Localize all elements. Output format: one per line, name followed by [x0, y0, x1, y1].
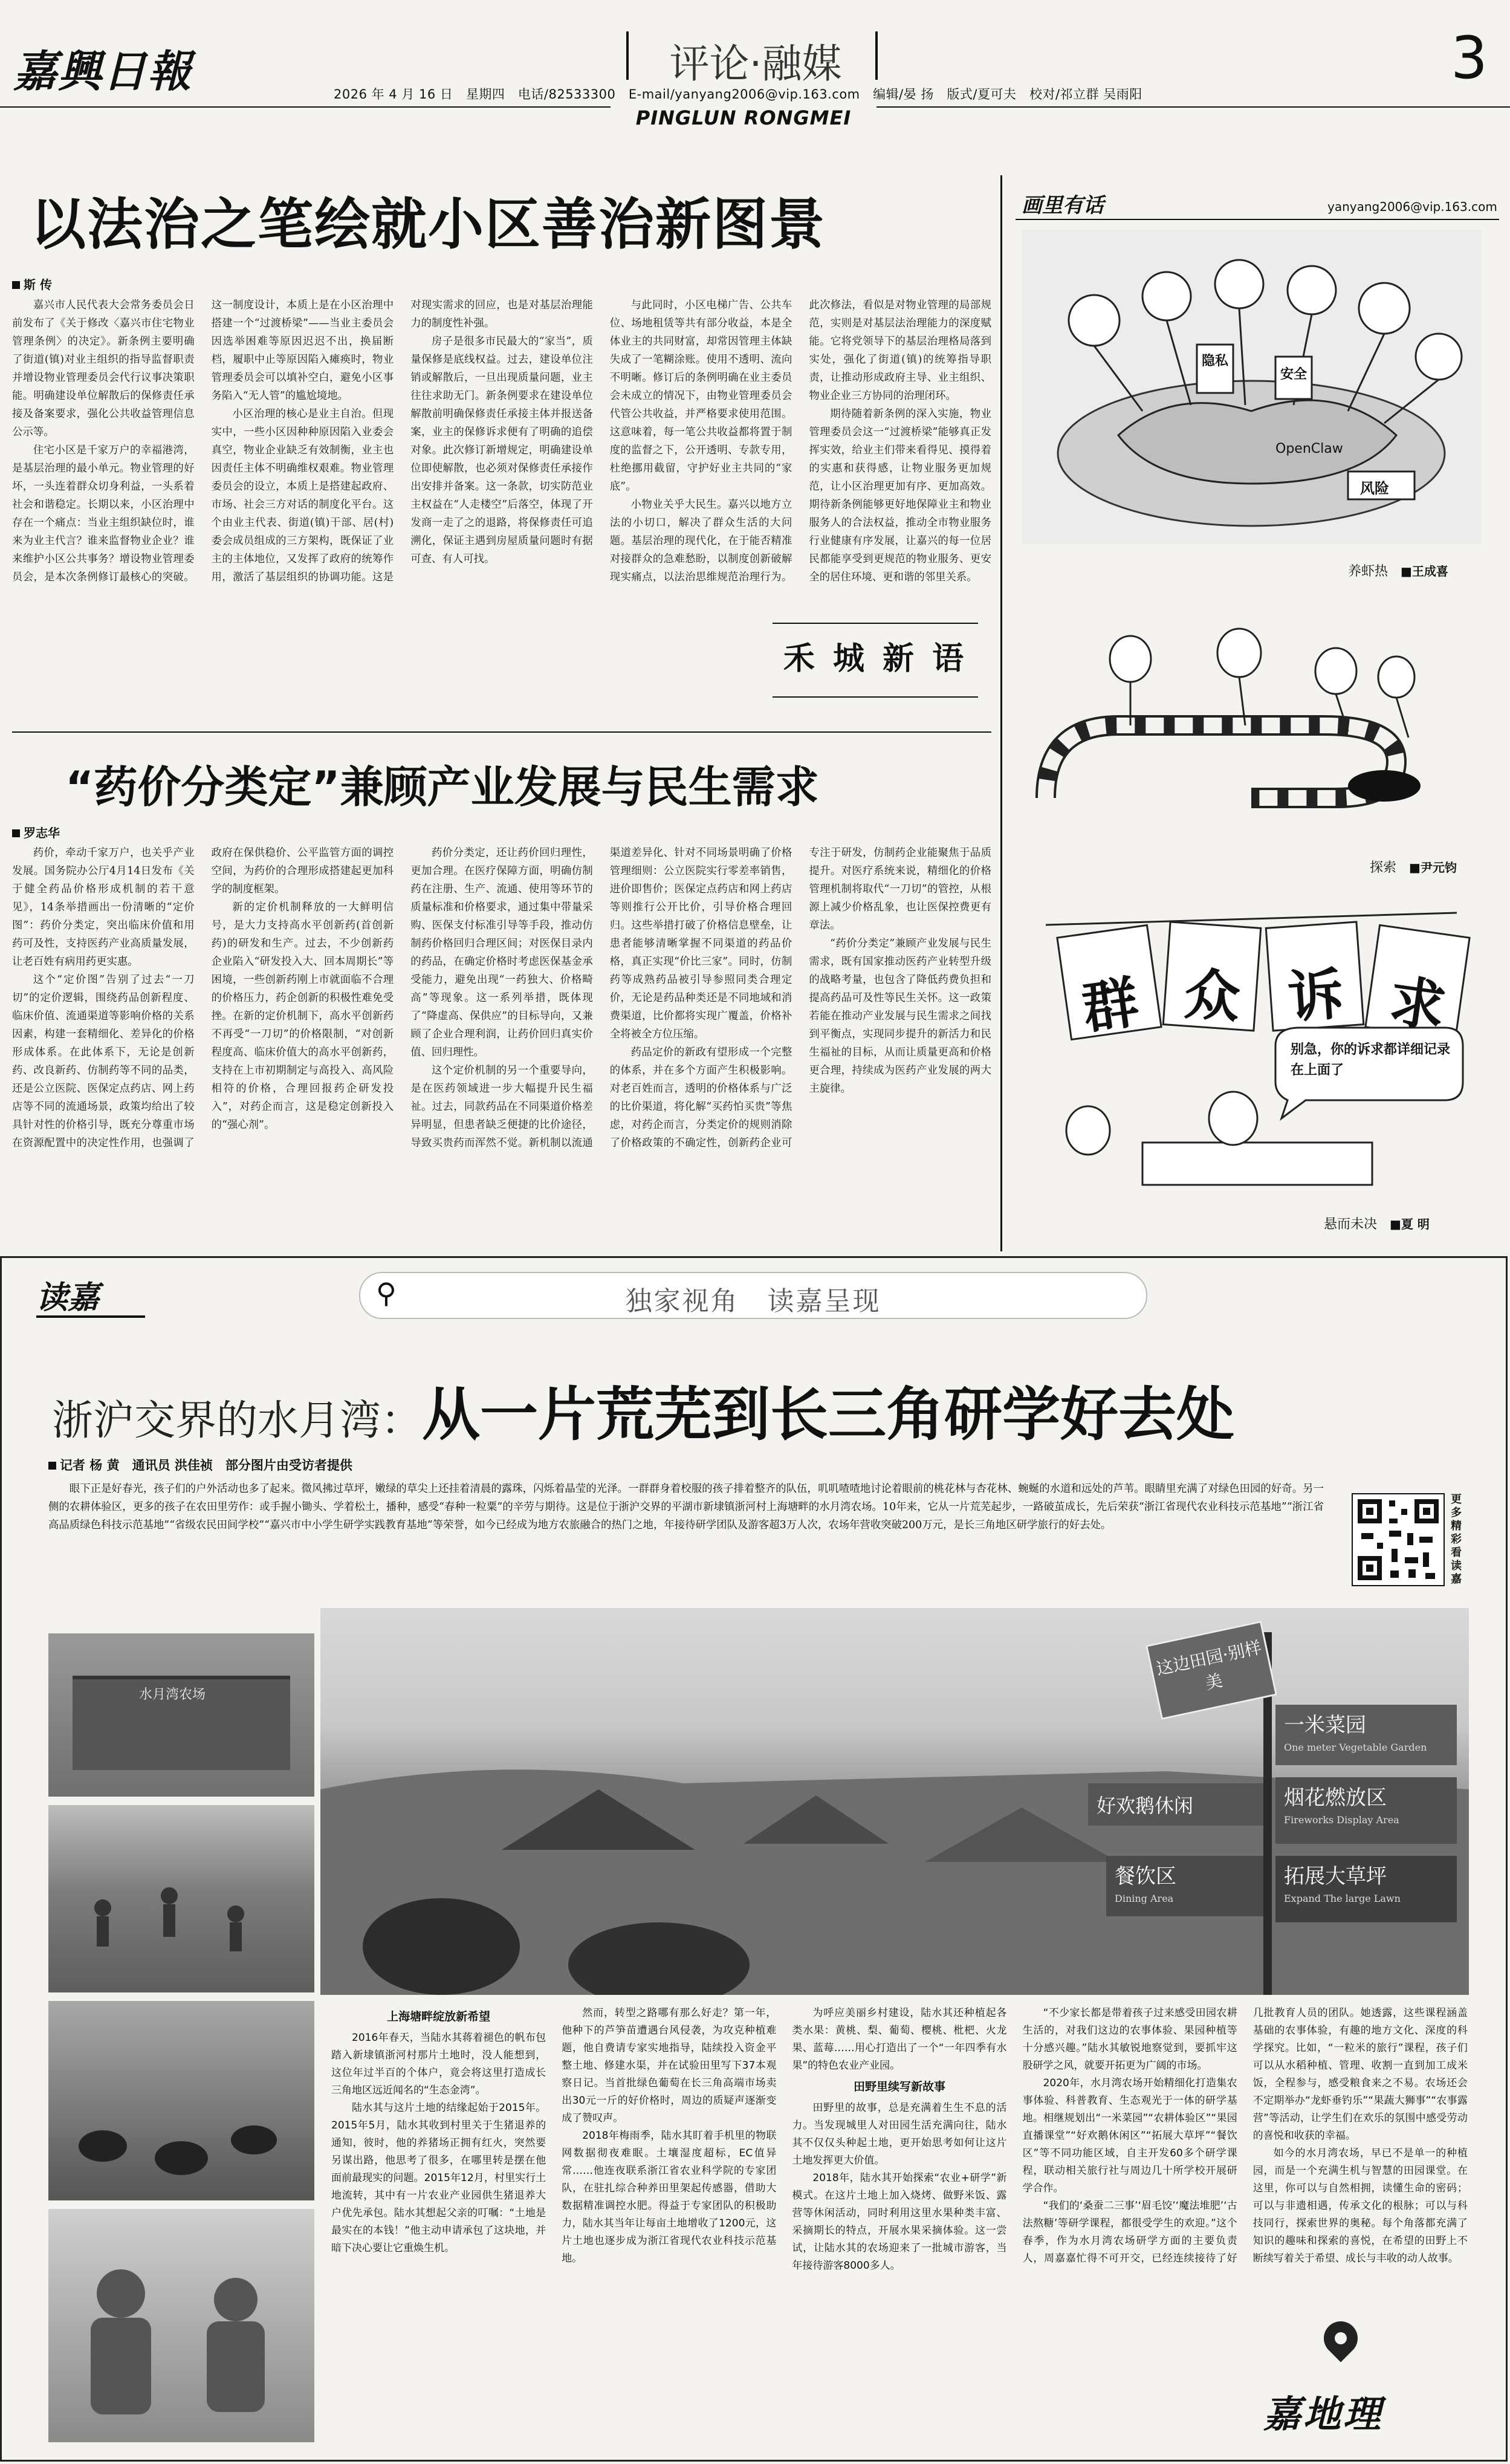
article2-paragraph: 药价，牵动千家万户，也关乎产业发展。国务院办公厅4月14日发布《关于健全药品价格形成机制的若干意见》，14条举措画出一份清晰的“定价图”：药价分类定，突出临床价值和用药可及性，支持医药产业高质量发展，让老百姓有病用药更实惠。: [12, 847, 195, 968]
cartoon-header: 画里有话: [1022, 193, 1104, 218]
dujia-subhead: 上海塘畔绽放新希望: [387, 2010, 491, 2023]
dujia-headline: [52, 1369, 1234, 1451]
search-icon: ⚲: [376, 1277, 397, 1309]
appeal-char: 群: [1078, 969, 1143, 1042]
article1-paragraph: 与此同时，小区电梯广告、公共车位、场地租赁等共有部分收益，本是全体业主的共同财富，却常因管理主体缺失成了一笔糊涂账。使用不透明、流向不明晰。修订后的条例明确在业主委员会未成立的情况下，由物业管理委员会代管公共收益，并严格要求使用范围。这意味着，每一笔公共收益都将置于制度的监督之下，公开透明、专款专用，杜绝挪用截留，守护好业主共同的“家底”。: [609, 299, 792, 493]
article2-paragraph: 药价分类定，还让药价回归理性，更加合理。在医疗保障方面，明确仿制药在注册、生产、流通、使用等环节的质量标准和价格要求，通过集中带量采购、医保支付标准引导等手段，推动仿制药价格回归合理区间；对医保目录内的药品，在确定价格时考虑医保基金承受能力，避免出现“一药独大、价格畸高”等现象。这一系列举措，既体现了“降虚高、保供应”的目标导向，又兼顾了企业合理利润，让药价回归真实价值、回归理性。: [410, 847, 593, 1059]
cartoon-author: ■夏 明: [1390, 1217, 1430, 1231]
cartoon-label: 隐私: [1202, 354, 1229, 369]
photo-chickens: [48, 2001, 314, 2200]
article1-byline: [12, 275, 52, 293]
appeal-char: 诉: [1285, 961, 1346, 1031]
article1-paragraph: 小区治理的核心是业主自治。但现实中，一些小区因种种原因陷入业委会真空，物业企业缺乏有效制衡，业主也因责任主体不明确维权艰难。物业管理委员会的设立，本质上是搭建起政府、市场、社会三方对话的制度化平台。这个由业主代表、街道(镇)干部、居(村)委会成员组成的三方架构，既保证了业主的主体地位，又发挥了政府的统筹作用，激活了基层组织的协调功能。这是对现实需求的回应，也是对基层治理能力的制度性补强。: [211, 299, 593, 583]
cartoon-email: yanyang2006@vip.163.com: [1327, 199, 1497, 214]
cartoon-caption: [1348, 561, 1448, 580]
article1-author: 斯 传: [24, 277, 52, 292]
column-tag: [773, 623, 978, 698]
article1-paragraph: 小物业关乎大民生。嘉兴以地方立法的小切口，解决了群众生活的大问题。基层治理的现代化，在于能否精准对接群众的急难愁盼，以制度创新破解现实痛点，以法治思维规范治理行为。此次修法，看似是对物业管理的局部规范，实则是对基层法治理能力的深度赋能。它将党领导下的基层治理格局落到实处，强化了街道(镇)的统筹指导职责，让推动形成政府主导、业主组织、物业企业三方协同的治理闭环。: [609, 299, 991, 583]
dujia-paragraph: “不少家长都是带着孩子过来感受田园农耕生活的，对我们这边的农事体验、果园种植等十分感兴趣。”陆水其敏锐地察觉到，要抓牢这股研学之风，就要开拓更为广阔的市场。: [1022, 2007, 1237, 2072]
cartoon-title: 养虾热: [1348, 564, 1388, 579]
cartoon-author: ■尹元钧: [1409, 860, 1457, 875]
cartoon-author-name: 夏 明: [1401, 1217, 1430, 1231]
article1-headline: 以法治之笔绘就小区善治新图景: [30, 192, 826, 257]
cartoon-appeal-image: [1022, 889, 1481, 1203]
cartoon-shrimp-image: [1022, 230, 1481, 544]
dujia-paragraph: 2020年，水月湾农场开始精细化打造集农事体验、科普教育、生态观光于一体的研学基地。相继规划出“一米菜园”“农耕体验区”“果园直播课堂”“好欢鹅休闲区”“拓展大草坪”“餐饮区”等不同功能区域，自主开发60多个研学课程，联动相关旅行社与周边几十所学校开展研学合作。: [1022, 2077, 1237, 2194]
article2-paragraph: 新的定价机制释放的一大鲜明信号，是大力支持高水平创新药(首创新药)的研发和生产。过去，不少创新药企业陷入“研发投入大、回本周期长”等困境，一些创新药刚上市就面临不合理的价格压力，药企创新的积极性难免受挫。在新的定价机制下，高水平创新药不再受“一刀切”的价格限制，“对创新程度高、临床价值大的高水平创新药，支持在上市初期制定与高投入、高风险相符的价格，合理回报药企研发投入”，对药企而言，这是稳定创新投入的“强心剂”。: [211, 901, 394, 1131]
cartoon-author-name: 尹元钧: [1420, 860, 1457, 875]
cartoon-caption: [1370, 857, 1457, 876]
divider: [12, 731, 991, 733]
cartoon-author-name: 王成喜: [1411, 564, 1448, 579]
signpost-en: Expand The large Lawn: [1284, 1893, 1401, 1904]
cartoon-label: OpenClaw: [1275, 441, 1343, 456]
qr-note: 更多精彩看读嘉: [1451, 1493, 1462, 1586]
section-pinyin: PINGLUN RONGMEI: [611, 106, 877, 129]
dujia-paragraph: 如今的水月湾农场，早已不是单一的种植园，而是一个充满生机与智慧的田园课堂。在这里，你可以与自然相拥，读懂生命的密码；可以与非遗相遇，传承文化的根脉；可以与科技同行，探索世界的奥秘。每个角落都充满了知识的趣味和探索的喜悦，在希望的田野上不断续写着关于希望、成长与丰收的动人故事。: [1252, 2147, 1468, 2265]
kids-craft-shapes: [48, 2209, 314, 2442]
date-line: 2026 年 4 月 16 日 星期四 电话/82533300 E-mail/yanyang2006@vip.163.com 编辑/晏 扬 版式/夏可夫 校对/祁立群 吴雨阳: [334, 87, 1142, 102]
signpost-vegetable-garden: [1275, 1705, 1457, 1765]
farm-gate-sign: 水月湾农场: [139, 1687, 206, 1702]
cartoon-title: 探索: [1370, 860, 1397, 875]
title-bar-right: [875, 31, 878, 80]
photo-farm-main: [320, 1608, 1469, 1995]
byline-square: [48, 1462, 56, 1470]
appeal-char: 众: [1182, 961, 1243, 1031]
byline-square: [12, 281, 20, 289]
signpost-label: 好欢鹅休闲: [1097, 1794, 1194, 1817]
dujia-logo: [36, 1272, 145, 1318]
article1-paragraph: 住宅小区是千家万户的幸福港湾，是基层治理的最小单元。物业管理的好坏，一头连着群众切身利益，一头系着社会和谐稳定。长期以来，小区治理中存在一个痛点：当业主组织缺位时，谁来为业主代言？谁来监督物业企业？谁来维护小区公共事务？增设物业管理委员会，是本次条例修订最核心的突破。这一制度设计，本质上是在小区治理中搭建一个“过渡桥梁”——当业主委员会因选举困难等原因迟迟不出，换届断档，履职中止等原因陷入瘫痪时，物业管理委员会可以填补空白，避免小区事务陷入“无人管”的尴尬境地。: [12, 299, 394, 583]
corner-brand-text: 嘉地理: [1263, 2392, 1384, 2436]
dujia-paragraph: 2016年春天，当陆水其蒋着褪色的帆布包踏入新埭镇浙河村那片土地时，没人能想到，这位年过半百的个体户，竟会将这里打造成长三角地区远近闻名的“生态金湾”。: [331, 2032, 546, 2096]
page-number: 3: [1451, 24, 1488, 92]
signpost-en: One meter Vegetable Garden: [1284, 1742, 1427, 1753]
cartoon-author: ■王成喜: [1401, 564, 1448, 579]
cartoon-label: 风险: [1360, 480, 1389, 497]
dujia-paragraph: 陆水其与这片土地的结缘起始于2015年。2015年5月，陆水其收到村里关于生猪退养的通知，彼时，他的养猪场正拥有红火，突然要另谋出路，他思考了很多，在哪里转是摆在他面前最现实的问题。2015年12月，村里实行土地流转，其中有一片农业产业园供生猪退养大户优先承包。陆水其想起父亲的叮嘱：“土地是最实在的本钱！”他主动申请承包了这块地，并暗下决心要让它重焕生机。: [331, 2102, 546, 2254]
article2-paragraph: 这个“定价图”告别了过去“一刀切”的定价逻辑，围绕药品创新程度、临床价值、流通渠道等影响价格的关系因素，构建一套精细化、差异化的价格形成体系。在此体系下，无论是创新药、改良新药、仿制药等不同的品类，还是公立医院、医保定点药店、网上药店等不同的流通场景，政策均给出了较具针对性的价格引导，既充分尊重市场在资源配置中的决定性作用，也强调了政府在保供稳价、公平监管方面的调控空间，为药价的合理形成搭建起更加科学的制度框架。: [12, 847, 394, 1149]
masthead: [0, 0, 1510, 145]
signpost-en: Dining Area: [1115, 1893, 1174, 1904]
article1-paragraph: 房子是很多市民最大的“家当”，质量保修是底线权益。过去，建设单位注销或解散后，一旦出现质量问题，业主往往求助无门。新条例要求在建设单位解散前明确保修责任承接主体并报送备案，业主的保修诉求便有了明确的追偿对象。此次修订新增规定，明确建设单位即使解散，也必须对保修责任承接作出安排并备案。这一条款，切实防范业主权益在“人走楼空”后落空，体现了开发商一走了之的退路，将保修责任可追溯化，保证主遇到房屋质量问题时有据可查、有人可找。: [410, 336, 593, 565]
cartoon-header-rule: [1016, 219, 1499, 220]
sign-top-text: 这边田园·别样美: [1154, 1637, 1263, 1694]
newspaper-logo: 嘉興日報: [13, 45, 193, 97]
article2-author: 罗志华: [24, 826, 60, 840]
photo-children-field: [48, 1805, 314, 1992]
signpost-dining: [1106, 1856, 1263, 1916]
qr-code-pattern: [1353, 1494, 1444, 1585]
section-title: 评论·融媒: [669, 41, 842, 87]
signpost-label: 拓展大草坪: [1284, 1864, 1387, 1889]
title-bar-left: [626, 31, 629, 80]
signpost-label: 餐饮区: [1115, 1864, 1176, 1889]
byline-square: [12, 829, 20, 837]
cartoon-label: 安全: [1280, 367, 1307, 382]
signpost-lawn: [1275, 1856, 1457, 1922]
signpost-label: 烟花燃放区: [1284, 1786, 1387, 1810]
dujia-paragraph: “我们的‘桑蚕二三事’‘眉毛饺’‘魔法堆肥’‘古法熬糖’等研学课程，都很受学生的欢迎。”这个春季，作为水月湾农场研学方面的主要负责人，周嘉嘉忙得不可开交，已经连续接待了好几批教育人员的团队。她透露，这些课程涵盖基础的农事体验，有趣的地方文化、深度的科学探究。比如，“一粒米的旅行”课程，孩子们可以从水稻种植、管理、收割一直到加工成米饭，全程参与，感受粮食来之不易。农场还会不定期举办“龙虾垂钓乐”“果蔬大狮事”“农事露营”等活动，让学生们在欢乐的氛围中感受劳动的喜悦和收获的幸福。: [1022, 2007, 1468, 2265]
headline-prefix: 浙沪交界的水月湾：: [52, 1397, 423, 1445]
cartoon-explore-drawing: [1022, 605, 1481, 816]
article2-paragraph: “药价分类定”兼顾产业发展与民生需求，既有国家推动医药产业转型升级的战略考量，也包含了降低药费负担和提高药品可及性等民生关怀。这一政策若能在推动产业发展与民生需求之间找到平衡点，实现同步提升的新活力和民生福祉的目标，从而让质量更高和价格更合理，持续成为医药产业发展的两大主旋律。: [809, 938, 991, 1095]
article2-byline: [12, 823, 60, 841]
article1-paragraph: 期待随着新条例的深入实施，物业管理委员会这一“过渡桥梁”能够真正发挥实效，给业主们带来看得见、摸得着的实惠和获得感，让物业服务更加规范，让小区治理更加有序、更加高效。期待新条例能够更好地保障业主和物业服务人的合法权益，推动全市物业服务行业健康有序发展，让嘉兴的每一位居民都能享受到更规范的物业服务、更安全的居住环境、更和谐的邻里关系。: [809, 408, 991, 583]
qr-code: [1352, 1493, 1445, 1586]
photo-kids-craft: [48, 2209, 314, 2442]
dujia-paragraph: 为呼应美丽乡村建设，陆水其还种植起各类水果：黄桃、梨、葡萄、樱桃、枇杷、火龙果、蓝莓……用心打造出了一个“一年四季有水果”的特色农业产业园。: [792, 2007, 1007, 2072]
signpost-fireworks: [1275, 1777, 1457, 1844]
article2-headline: “药价分类定”兼顾产业发展与民生需求: [65, 762, 819, 812]
photo-farm-gate: [48, 1633, 314, 1797]
dujia-paragraph: 然而，转型之路哪有那么好走？第一年，他种下的芦笋苗遭遇台风侵袭，为攻克种植难题，他自费请专家实地指导，陆续投入资金平整土地、修建水渠，并在试验田里写下37本观察日记。当首批绿色葡萄在长三角高端市场卖出30元一斤的好价格时，周边的质疑声逐渐变成了赞叹声。: [562, 2007, 777, 2124]
signpost-leisure: [1088, 1783, 1263, 1826]
article2-body: [12, 844, 991, 1249]
dujia-paragraph: 田野里的故事，总是充满着生生不息的活力。当发现城里人对田园生活充满向往，陆水其不仅仅头种起土地，更开始思考如何让这片土地发挥更大价值。: [792, 2102, 1007, 2167]
dujia-paragraph: 2018年梅雨季，陆水其盯着手机里的物联网数据彻夜难眠。土壤湿度超标，EC值异常……他连夜联系浙江省农业科学院的专家团队，在驻扎综合种养田里架起传感器，借助大数据精准调控水肥。得益于专家团队的积极助力，陆水其当年让每亩土地增收了1200元，这片土地也逐步成为浙江省现代农业科技示范基地。: [562, 2130, 777, 2265]
appeal-bubble: 别急，你的诉求都详细记录在上面了: [1291, 1042, 1451, 1078]
column-tag-text: 禾 城 新 语: [783, 640, 968, 677]
signpost-label: 一米菜园: [1284, 1713, 1366, 1737]
dujia-subhead: 田野里续写新故事: [853, 2080, 945, 2093]
cartoon-caption: [1324, 1214, 1430, 1233]
signpost-en: Fireworks Display Area: [1284, 1814, 1399, 1826]
corner-brand: [1233, 2321, 1463, 2454]
dujia-paragraph: 2018年，陆水其开始探索“农业+研学”新模式。在这片土地上加入烧烤、做野米饭、露营等休闲活动，同时利用这里水果种类丰富、采摘期长的特点，开展水果采摘体验。这一尝试，让陆水其的农场迎来了一批城市游客，当年接待游客8000多人。: [792, 2172, 1007, 2272]
cartoon-title: 悬而未决: [1324, 1217, 1378, 1232]
search-box: [359, 1272, 1147, 1319]
article2-paragraph: 药品定价的新政有望形成一个完整的体系，并在多个方面产生积极影响。对老百姓而言，透明的价格体系与广泛的比价渠道，将化解“买药怕买贵”等焦虑，对药企而言，分类定价的规则消除了价格政策的不确定性，创新药企业可专注于研发，仿制药企业能聚焦于品质提升。对医疗系统来说，精细化的价格管理机制将取代“一刀切”的管控，从根源上减少价格乱象，也让医保控费更有章法。: [609, 847, 991, 1149]
cartoon-shrimp-drawing: [1022, 230, 1481, 544]
article2-paragraph: 这个定价机制的另一个重要导向，是在医药领域进一步大幅提升民生福祉。过去，同款药品在不同渠道价格差异明显，但患者缺乏便捷的比价途径，导致买贵药而浑然不觉。新机制以流通渠道差异化、针对不同场景明确了价格管理细则：公立医院实行零差率销售，进价即售价；医保定点药店和网上药店等则推行公开比价，引导价格合理回归。这些举措打破了价格信息壁垒，让患者能够清晰掌握不同渠道的药品价格，真正实现“价比三家”。同时，仿制药等成熟药品被引导参照同类合理定价，无论是药品种类还是不同地域和消费渠道，比价都将实现广覆盖，价格补全将被全方位压缩。: [410, 847, 792, 1149]
map-pin-icon: [1317, 2314, 1364, 2362]
dujia-byline: [48, 1456, 352, 1474]
dujia-logo-text: 读嘉: [36, 1280, 100, 1316]
dujia-intro: 眼下正是好春光，孩子们的户外活动也多了起来。微风拂过草坪，嫩绿的草尖上还挂着清晨的露珠，闪烁着晶莹的光泽。一群群身着校服的孩子排着整齐的队伍，叽叽喳喳地讨论着眼前的桃花林与杏花林、蜿蜒的水道和远处的芦苇。眼睛里充满了对绿色田园的好奇。另一侧的农耕体验区，更多的孩子在农田里劳作：或手握小锄头、学着松土，播种，感受“春种一粒粟”的辛劳与期待。这是位于浙沪交界的平湖市新埭镇浙河村上海塘畔的水月湾农场。10年来，它从一片荒芜起步，一路破茧成长，先后荣获“浙江省现代农业科技示范基地”“浙江省高品质绿色科技示范基地”“省级农民田间学校”“嘉兴市中小学生研学实践教育基地”等荣誉，如今已经成为地方农旅融合的热门之地，年接待研学团队及游客超3万人次，农场年营收突破200万元，是长三角地区研学旅行的好去处。: [48, 1483, 1324, 1531]
appeal-char: 求: [1385, 968, 1450, 1040]
search-text: 独家视角 读嘉呈现: [625, 1286, 881, 1317]
column-rule: [1000, 175, 1002, 1251]
cartoon-explore-image: [1022, 605, 1481, 816]
children-silhouettes: [48, 1805, 314, 1992]
headline-main: 从一片荒芜到长三角研学好去处: [422, 1381, 1235, 1448]
chicken-shapes: [48, 2001, 314, 2200]
article1-paragraph: 嘉兴市人民代表大会常务委员会日前发布了《关于修改〈嘉兴市住宅物业管理条例〉的决定》。新条例主要明确了街道(镇)对业主组织的指导监督职责并增设物业管理委员会代行议事决策职能。明确建设单位解散后的保修责任承接及备案要求，强化公共收益管理信息公示等。: [12, 299, 195, 438]
dujia-author: 记者 杨 黄 通讯员 洪佳祯 部分图片由受访者提供: [60, 1458, 352, 1473]
